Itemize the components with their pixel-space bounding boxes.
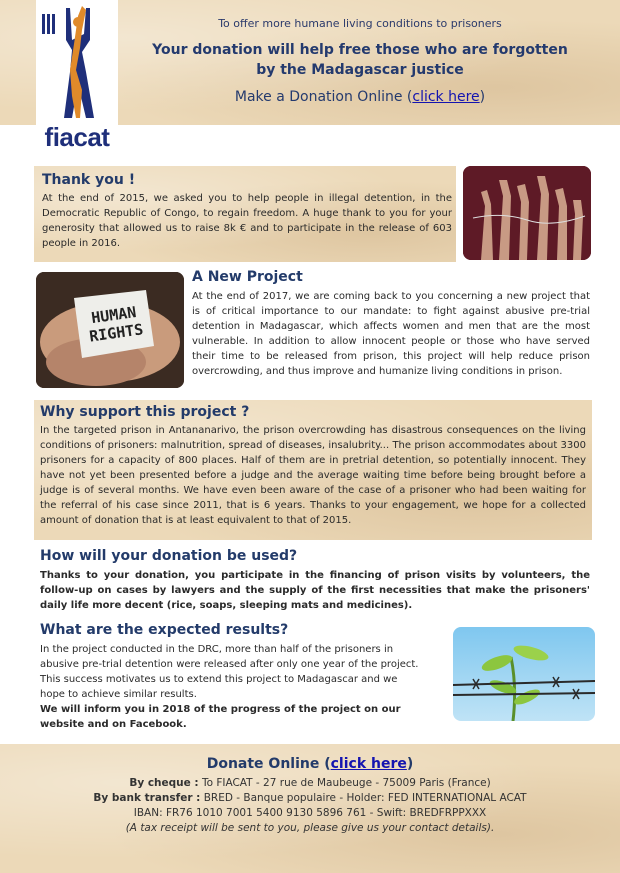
expected-results-title: What are the expected results?	[40, 622, 289, 638]
how-used-section	[40, 548, 590, 613]
expected-results-body: In the project conducted in the DRC, more than half of the prisoners in abusive pre-trial detention were released after only one year of the project. This success motivates us to extend this project to Madagascar and we hope to achieve similar results.	[40, 644, 419, 700]
logo-brand-text: fiacat	[44, 122, 110, 152]
header-donate-link[interactable]: click here	[412, 89, 480, 105]
new-project-title: A New Project	[192, 269, 303, 285]
barbed-wire-plant-photo	[453, 627, 595, 721]
header-donate-line	[150, 89, 570, 105]
footer-cheque	[0, 777, 620, 789]
how-used-title: How will your donation be used?	[40, 548, 298, 564]
header-headline: Your donation will help free those who are forgotten by the Madagascar justice	[152, 42, 568, 78]
why-support-body: In the targeted prison in Antananarivo, the prison overcrowding has disastrous consequences on the living conditions of prisoners: malnutrition, spread of diseases, insalubrity... The prison accommodates about 3300 prisoners for a capacity of 800 places. Half of them are in pretrial detention, so potentially innocent. They have not yet been presented before a judge and the average waiting time before being brought before a judge is of several months. We have even been aware of the case of a prisoner who had been waiting for the referral of his case since 2011, that is 6 years. Thanks to your engagement, we hope for a collected amount of donation that is at least equivalent to that of 2015.	[40, 425, 586, 526]
header-subtitle: To offer more humane living conditions to prisoners	[218, 17, 502, 30]
figure-logo-icon	[36, 0, 118, 122]
donate-suffix: )	[479, 89, 486, 105]
footer-iban: IBAN: FR76 1010 7001 5400 9130 5896 761 - Swift: BREDFRPPXXX	[133, 807, 487, 819]
why-support-title: Why support this project ?	[40, 404, 250, 420]
human-rights-photo	[36, 272, 184, 388]
donate-prefix: Make a Donation Online (	[234, 89, 413, 105]
bank-label: By bank transfer :	[93, 792, 201, 804]
footer-donate-link[interactable]: click here	[330, 756, 407, 772]
footer-title	[0, 756, 620, 772]
how-used-body: Thanks to your donation, you participate in the financing of prison visits by volunteers, the follow-up on cases by lawyers and the supply of the first necessities that make the prisoners' daily life more decent (rice, soaps, sleeping mats and medicines).	[40, 570, 590, 611]
expected-results-inform: We will inform you in 2018 of the progress of the project on our website and on Facebook.	[40, 704, 401, 730]
thank-you-title: Thank you !	[42, 172, 136, 188]
new-project-section	[192, 269, 590, 379]
new-project-body: At the end of 2017, we are coming back to you concerning a new project that is of critical importance to our mandate: to fight against abusive pre-trial detention in Madagascar, which affects women and men that are the most vulnerable. In addition to allow innocent people or those who have served their time to be released from prison, this project will help reduce prison overcrowding, and thus improve and humanize living conditions in prison.	[192, 291, 590, 377]
human-rights-text: HUMAN RIGHTS	[88, 303, 145, 346]
footer-receipt: (A tax receipt will be sent to you, please give us your contact details).	[125, 822, 495, 834]
thank-you-body: At the end of 2015, we asked you to help people in illegal detention, in the Democratic Republic of Congo, to regain freedom. A huge thank to you for your generosity that allowed us to raise 8k € and to participate in the release of 603 people in 2016.	[42, 193, 452, 249]
raised-hands-photo	[463, 166, 591, 260]
footer-title-prefix: Donate Online (	[206, 756, 331, 772]
cheque-label: By cheque :	[129, 777, 199, 789]
why-support-section	[34, 400, 592, 540]
bank-value: BRED - Banque populaire - Holder: FED INTERNATIONAL ACAT	[200, 792, 527, 804]
expected-results-section	[40, 622, 424, 732]
footer-bank	[0, 792, 620, 804]
thank-you-section	[34, 166, 456, 262]
fiacat-logo[interactable]	[36, 0, 118, 158]
cheque-value: To FIACAT - 27 rue de Maubeuge - 75009 Paris (France)	[198, 777, 491, 789]
footer-title-suffix: )	[406, 756, 414, 772]
raised-hands-icon	[463, 166, 591, 260]
barbed-wire-plant-icon	[453, 627, 595, 721]
footer-donate	[0, 744, 620, 873]
